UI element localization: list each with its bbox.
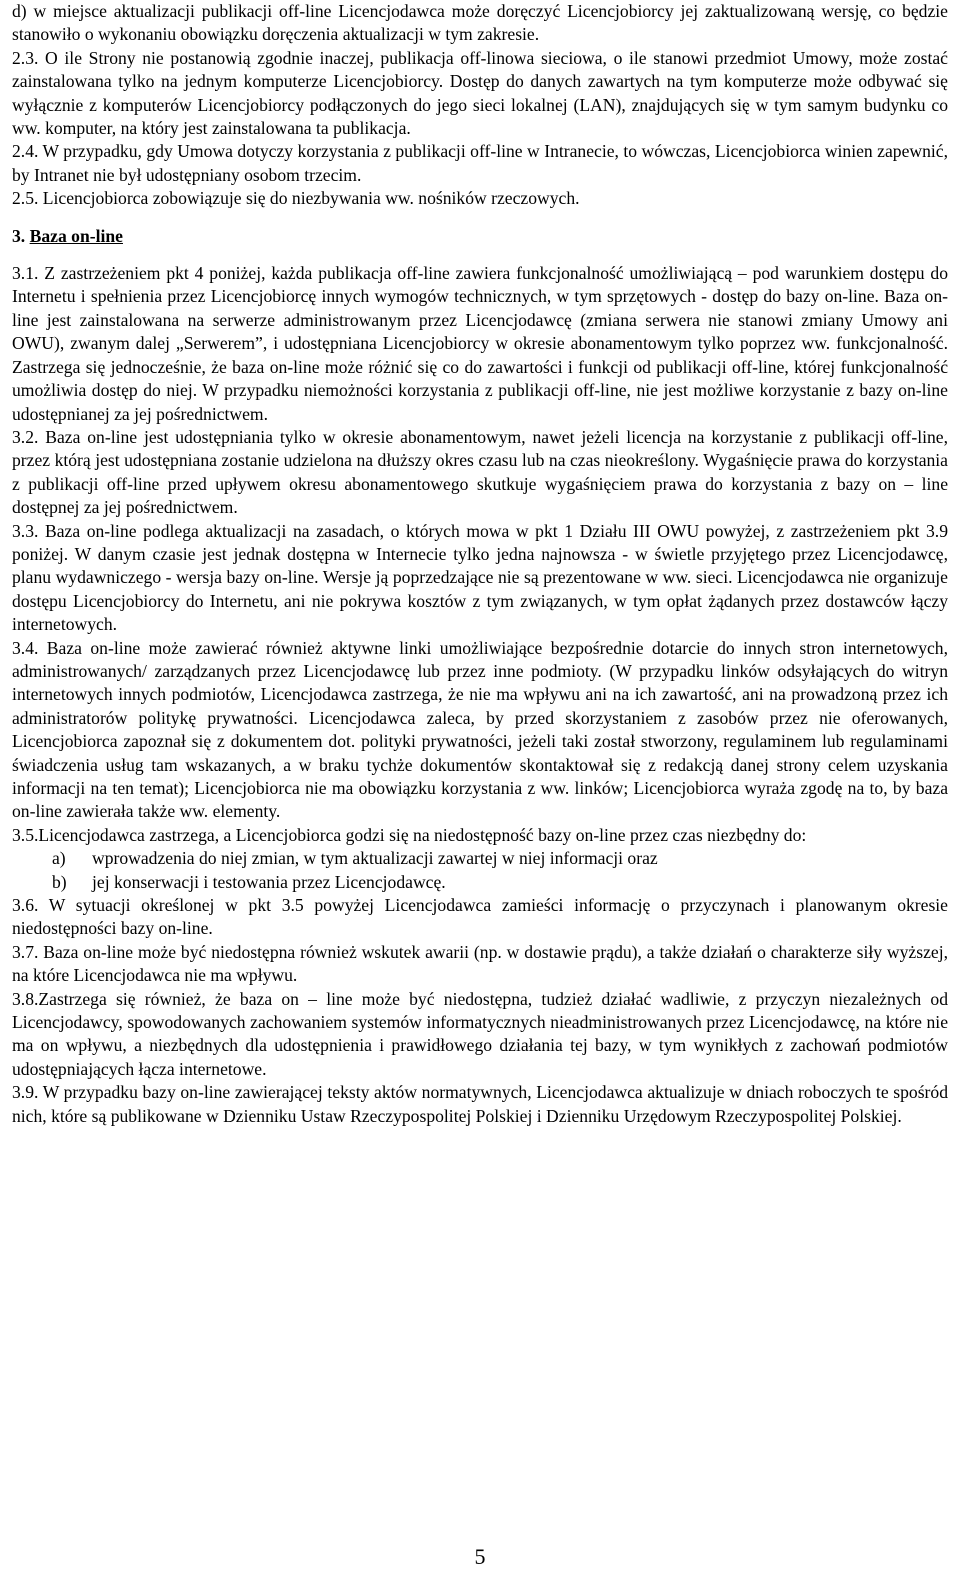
paragraph-2-5: 2.5. Licencjobiorca zobowiązuje się do niezbywania ww. nośników rzeczowych. [12,188,580,209]
paragraph-3-5: 3.5.Licencjodawca zastrzega, a Licencjobiorca godzi się na niedostępność bazy on-line przez czas niezbędny do: [12,824,807,845]
list-item [52,871,948,894]
paragraph-3-4: 3.4. Baza on-line może zawierać również aktywne linki umożliwiające bezpośrednie dotarcie do innych stron internetowych, administrowanych/ zarządzanych przez Licencjodawcę lub przez inne podmioty. (W przypadku linków odsyłających do witryn internetowych innych podmiotów, Licencjodawca zastrzega, że nie ma wpływu ani na ich zawartość, ani na prowadzoną przez ich administratorów politykę prywatności. Licencjodawca zaleca, by przed skorzystaniem z zasobów przez nie oferowanych, Licencjobiorca zapoznał się z dokumentem dot. polityki prywatności, jeżeli taki został stworzony, regulaminem lub regulaminami świadczenia usług tam wskazanych, a w braku tychże dokumentów skontaktował się z redakcją danej strony celem uzyskania informacji na ten temat); Licencjobiorca nie ma obowiązku korzystania z ww. linków; Licencjobiorca wyraża zgodę na to, by baza on-line zawierała także ww. elementy. [12,637,948,822]
paragraph-3-9: 3.9. W przypadku bazy on-line zawierającej teksty aktów normatywnych, Licencjodawca aktualizuje w dniach roboczych te spośród nich, które są publikowane w Dzienniku Ustaw Rzeczypospolitej Polskiej i Dzienniku Urzędowym Rzeczypospolitej Polskiej. [12,1082,948,1126]
paragraph-3-2: 3.2. Baza on-line jest udostępniania tylko w okresie abonamentowym, nawet jeżeli licencja na korzystanie z publikacji off-line, przez którą jest udostępniana zostanie udzielona na dłuższy okres czasu lub na czas nieokreślony. Wygaśnięcie prawa do korzystania z publikacji off-line przed upływem okresu abonamentowego skutkuje wygaśnięciem prawa do korzystania z bazy on – line dostępnej za jej pośrednictwem. [12,426,948,518]
section-number: 3. [12,225,26,246]
list-item-text: jej konserwacji i testowania przez Licencjodawcę. [92,871,446,892]
paragraph-2-4: 2.4. W przypadku, gdy Umowa dotyczy korzystania z publikacji off-line w Intranecie, to wówczas, Licencjobiorca winien zapewnić, by Intranet nie był udostępniany osobom trzecim. [12,141,948,185]
paragraph-3-7: 3.7. Baza on-line może być niedostępna również wskutek awarii (np. w dostawie prądu), a także działań o charakterze siły wyższej, na które Licencjodawca nie ma wpływu. [12,941,948,986]
paragraph-3-8: 3.8.Zastrzega się również, że baza on – line może być niedostępna, tudzież działać wadliwie, z przyczyn niezależnych od Licencjodawcy, spowodowanych zachowaniem systemów informatycznych nieadministrowanych przez Licencjodawcę, na które nie ma on wpływu, a niezbędnych dla udostępnienia i prawidłowego działania tej bazy, w tym wynikłych z zachowań podmiotów udostępniających łącza internetowe. [12,988,948,1079]
paragraph-d: d) w miejsce aktualizacji publikacji off-line Licencjodawca może doręczyć Licencjobiorcy jej zaktualizowaną wersję, co będzie stanowiło o wykonaniu obowiązku doręczenia aktualizacji w tym zakresie. [12,1,948,45]
page-number: 5 [474,1544,486,1569]
section-heading [12,225,948,248]
list-item-text: wprowadzenia do niej zmian, w tym aktualizacji zawartej w niej informacji oraz [92,848,658,869]
paragraph-3-3: 3.3. Baza on-line podlega aktualizacji na zasadach, o których mowa w pkt 1 Działu III OWU powyżej, z zastrzeżeniem pkt 3.9 poniżej. W danym czasie jest jednak dostępna w Internecie tylko jedna najnowsza - w świetle przyjętego przez Licencjodawcę, planu wydawniczego - wersja bazy on-line. Wersje ją poprzedzające nie są prezentowane w ww. sieci. Licencjodawca nie organizuje dostępu Licencjobiorcy do Internetu, ani nie pokrywa kosztów z tym związanych, w tym opłat żądanych przez dostawców łączy internetowych. [12,520,948,635]
paragraph-2-3: 2.3. O ile Strony nie postanowią zgodnie inaczej, publikacja off-linowa sieciowa, o ile stanowi przedmiot Umowy, może zostać zainstalowana tylko na jednym komputerze Licencjobiorcy. Dostęp do danych zawartych na tym komputerze może odbywać się wyłącznie z komputerów Licencjobiorcy podłączonych do jego sieci lokalnej (LAN), znajdujących się w tym samym budynku co ww. komputer, na który jest zainstalowana ta publikacja. [12,47,948,139]
list-item [52,847,948,870]
paragraph-3-1: 3.1. Z zastrzeżeniem pkt 4 poniżej, każda publikacja off-line zawiera funkcjonalność umożliwiającą – pod warunkiem dostępu do Internetu i spełnienia przez Licencjobiorcę innych wymogów technicznych, w tym sprzętowych - dostęp do bazy on-line. Baza on-line jest zainstalowana na serwerze administrowanym przez Licencjodawcę (zmiana serwera nie stanowi zmiany Umowy ani OWU), zwanym dalej „Serwerem”, i udostępniana Licencjobiorcy w okresie abonamentowym tylko poprzez ww. funkcjonalność. Zastrzega się jednocześnie, że baza on-line może różnić się co do zawartości i funkcji od publikacji off-line, której funkcjonalność umożliwia dostęp do niej. W przypadku niemożności korzystania z publikacji off-line, nie jest możliwe korzystanie z bazy on-line udostępnianej za jej pośrednictwem. [12,263,948,424]
list-item-mark: a) [52,848,66,869]
list-item-mark: b) [52,871,67,892]
section-title: Baza on-line [29,225,123,246]
paragraph-3-6: 3.6. W sytuacji określonej w pkt 3.5 powyżej Licencjodawca zamieści informację o przyczynach i planowanym okresie niedostępności bazy on-line. [12,895,948,939]
